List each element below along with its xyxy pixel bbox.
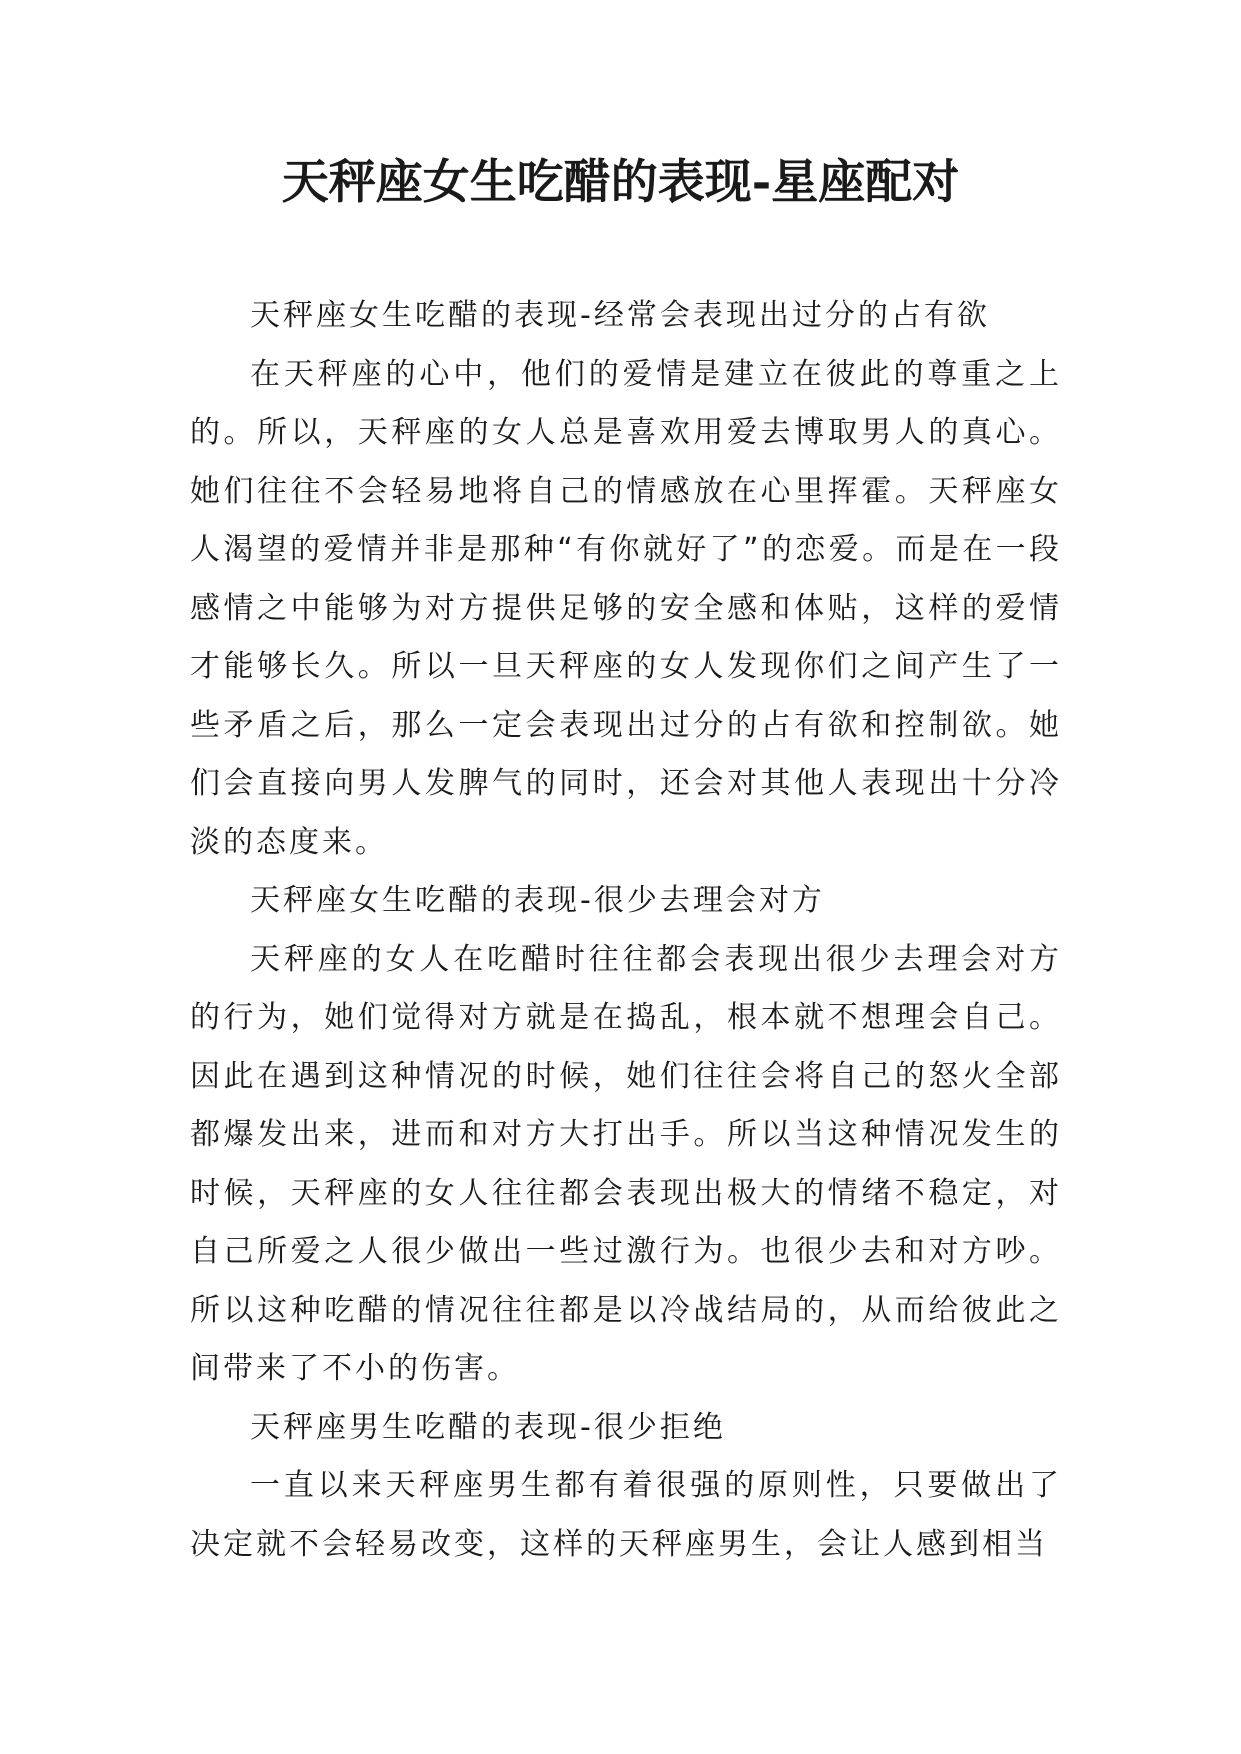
section-heading: 天秤座女生吃醋的表现-很少去理会对方 xyxy=(250,883,825,918)
paragraph: 一直以来天秤座男生都有着很强的原则性，只要做出了决定就不会轻易改变，这样的天秤座男生，会让人感到相当 xyxy=(190,1468,1062,1562)
paragraph: 天秤座的女人在吃醋时往往都会表现出很少去理会对方的行为，她们觉得对方就是在捣乱，根本就不想理会自己。因此在遇到这种情况的时候，她们往往会将自己的怒火全部都爆发出来，进而和对方大打出手。所以当这种情况发生的时候，天秤座的女人往往都会表现出极大的情绪不稳定，对自己所爱之人很少做出一些过激行为。也很少去和对方吵。所以这种吃醋的情况往往都是以冷战结局的，从而给彼此之间带来了不小的伤害。 xyxy=(190,941,1062,1386)
paragraph: 在天秤座的心中，他们的爱情是建立在彼此的尊重之上的。所以，天秤座的女人总是喜欢用爱去博取男人的真心。她们往往不会轻易地将自己的情感放在心里挥霍。天秤座女人渴望的爱情并非是那种“有你就好了”的恋爱。而是在一段感情之中能够为对方提供足够的安全感和体贴，这样的爱情才能够长久。所以一旦天秤座的女人发现你们之间产生了一些矛盾之后，那么一定会表现出过分的占有欲和控制欲。她们会直接向男人发脾气的同时，还会对其他人表现出十分冷淡的态度来。 xyxy=(190,356,1062,860)
section-heading: 天秤座男生吃醋的表现-很少拒绝 xyxy=(250,1409,726,1445)
section-heading: 天秤座女生吃醋的表现-经常会表现出过分的占有欲 xyxy=(250,298,990,333)
document-title: 天秤座女生吃醋的表现-星座配对 xyxy=(281,155,960,210)
document-body xyxy=(190,287,1062,1574)
